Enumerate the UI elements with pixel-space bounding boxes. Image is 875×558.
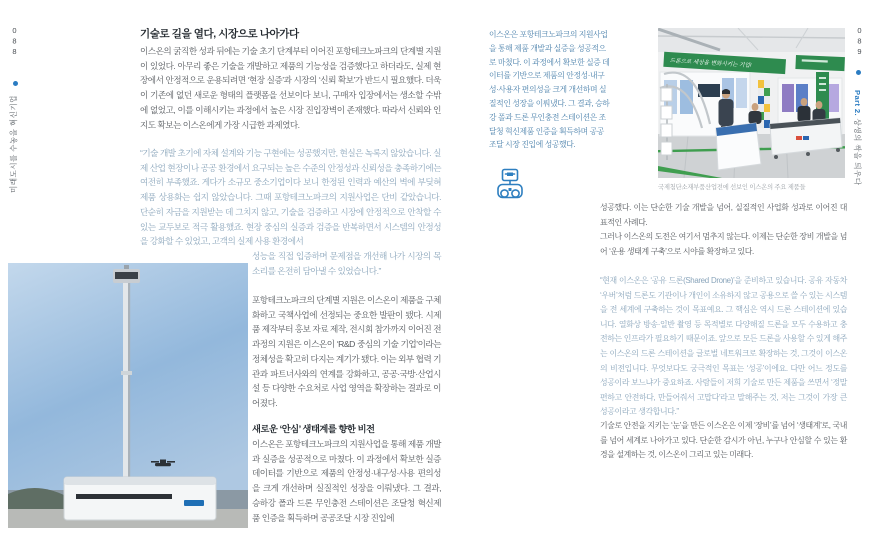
ceiling-trusses [658,28,845,52]
exhibition-illustration [658,28,845,178]
page-marker-dot-left [13,81,18,86]
charging-station-cabinet [64,477,216,520]
green-banner-right [795,55,845,71]
paragraph-result-2: 그러나 이스온의 도전은 여기서 멈추지 않는다. 이제는 단순한 장비 개발을 넘어 ‘운용 생태계 구축’으로 시야를 확장하고 있다. [600,232,847,256]
exhibition-photo [658,28,845,178]
drone-station-photo [8,263,248,528]
page-number-right: 089 [855,26,864,58]
left-margin-title: 미래도시를 수놓을 혁신기업 [9,95,18,193]
paragraph-intro: 이스온의 굵직한 성과 뒤에는 기술 초기 단계부터 이어진 포항테크노파크의 단계별 지원이 있었다. 아무리 좋은 기술을 개발하고 제품의 기능성을 검증했다고 하더라도, 실제 현장에서 안정적으로 운용되려면 ‘현장 실증’과 시장의 ‘신뢰 확보’가 반드시 필요했다. 더욱이 기존에 없던 새로운 형태의 플랫폼을 선보이다 보니, 구매자 입장에서는 생소할 수밖에 없었고, 이를 이해시키는 과정에서 높은 시장 진입장벽이 존재했다. 따라서 신뢰와 인지도 확보는 이스온에게 가장 시급한 과제였다. [140,46,441,130]
part-title: 상생의 싹을 틔우다 [853,118,862,186]
paragraph-vision: 이스온은 포항테크노파크의 지원사업을 통해 제품 개발과 실증을 성공적으로 마쳤다. 이 과정에서 확보한 실증 데이터를 기반으로 제품의 안정성·내구성·사용 편의성을 크게 개선하며 실질적인 성장을 이뤄냈다. 그 결과, 승하강 폴과 드론 무인충전 스테이션은 조달청 혁신제품 인증을 획득하며 공공조달 시장 진입에 [252,439,441,523]
drone-station-illustration [8,263,248,528]
booth-counter [716,123,761,170]
page-marker-dot-right [856,70,861,75]
paragraph-result-1: 성공했다. 이는 단순한 기술 개발을 넘어, 실질적인 사업화 성과로 이어진 대표적인 사례다. [600,203,847,227]
photo-caption: 국제첨단소재부품산업전에 선보인 이스온의 주요 제품들 [658,184,806,191]
interview-quote-part2: 성능을 직접 입증하며 문제점을 개선해 나가 시장의 목소리를 온전히 담아낼 수 있었습니다.” [252,251,441,276]
article-section-heading: 기술로 길을 열다, 시장으로 나아가다 [140,28,299,40]
part-label: Part 2. [853,90,862,117]
paragraph-support: 포항테크노파크의 단계별 지원은 이스온이 제품을 구체화하고 국책사업에 선정되는 중요한 발판이 됐다. 시제품 제작부터 홍보 자료 제작, 전시회 참가까지 이어진 전 과정의 지원은 이스온이 ‘R&D 중심의 기술 기업’이라는 정체성을 확고히 다지는 계기가 됐다. 이는 외부 협력 기관과 파트너사와의 연계를 강화하고, 공공·국방·산업시설 등 다양한 수요처로 사업 영역을 확장하는 결과로 이어졌다. [252,295,441,408]
right-margin-title [852,90,863,220]
article-subheading: 새로운 ‘안심’ 생태계를 향한 비전 [252,424,375,434]
page-number-left: 088 [10,26,19,58]
banner-text: 드론으로 세상을 변화시키는 기업! [669,58,752,70]
drone-controller-icon [496,168,524,204]
pull-caption: 이스온은 포항테크노파크의 지원사업을 통해 제품 개발과 실증을 성공적으로 마쳤다. 이 과정에서 확보한 실증 데이터를 기반으로 제품의 안정성·내구성·사용자 편의성을 크게 개선하며 실질적인 성장을 이뤄냈다. 그 결과, 승하강 폴과 드론 무인충전 스테이션은 조달청 혁신제품 인증을 획득하며 공공조달 시장 진입에 성공했다. [489,30,610,150]
interview-quote-part1: “기술 개발 초기에 자체 설계와 기능 구현에는 성공했지만, 현실은 녹록지 않았습니다. 실제 산업 현장이나 공공 환경에서 요구되는 높은 수준의 안정성과 신뢰성을 충족하기에는 여전히 부족했죠. 게다가 소규모 중소기업이다 보니 한정된 인력과 예산의 벽에 부딪혀 제품 상용화는 쉽지 않았습니다. 그때 포항테크노파크의 지원사업은 단비 같았습니다. 단순히 자금을 지원받는 데 그치지 않고, 기술을 검증하고 시장에 안정적으로 안착할 수 있는 교두보로 적극 활용했죠. 현장 중심의 실증과 검증을 반복하면서 시스템의 안정성을 강화할 수 있었고, 고객의 실제 사용 환경에서 [140,148,441,247]
interview-quote-vision: “현재 이스온은 ‘공유 드론(Shared Drone)’을 준비하고 있습니다. 공유 자동차 ‘우버’처럼 드론도 기관이나 개인이 소유하지 않고 공용으로 쓸 수 있는 시스템을 전 세계에 구축하는 것이 목표예요. 그 핵심은 역시 드론 스테이션에 있습니다. 열화상 방송·일반 촬영 등 목적별로 다양해질 드론을 모두 수용하고 충전하는 인프라가 필요하기 때문이죠. 앞으로 모든 드론을 사용할 수 있게 해주는 이스온의 드론 스테이션을 글로벌 네트워크로 확장하는 것, 그것이 이스온의 비전입니다. 무엇보다도 궁극적인 목표는 ‘성공’이에요. 다만 어느 정도를 성공이라 보느냐가 중요하죠. 사람들이 저희 기술로 만든 제품을 쓰면서 ‘정말 편하고 안전하다, 만들어줘서 고맙다’라고 말해주는 것, 저는 그것이 가장 큰 성공이라고 생각합니다.” [600,276,847,417]
paragraph-closing: 기술로 안전을 지키는 ‘눈’을 만든 이스온은 이제 ‘장비’를 넘어 ‘생태계’로, 국내를 넘어 세계로 나아가고 있다. 단순한 감시가 아닌, 누구나 안심할 수 있는 환경을 설계하는 것, 이스온이 그리고 있는 미래다. [600,421,847,460]
